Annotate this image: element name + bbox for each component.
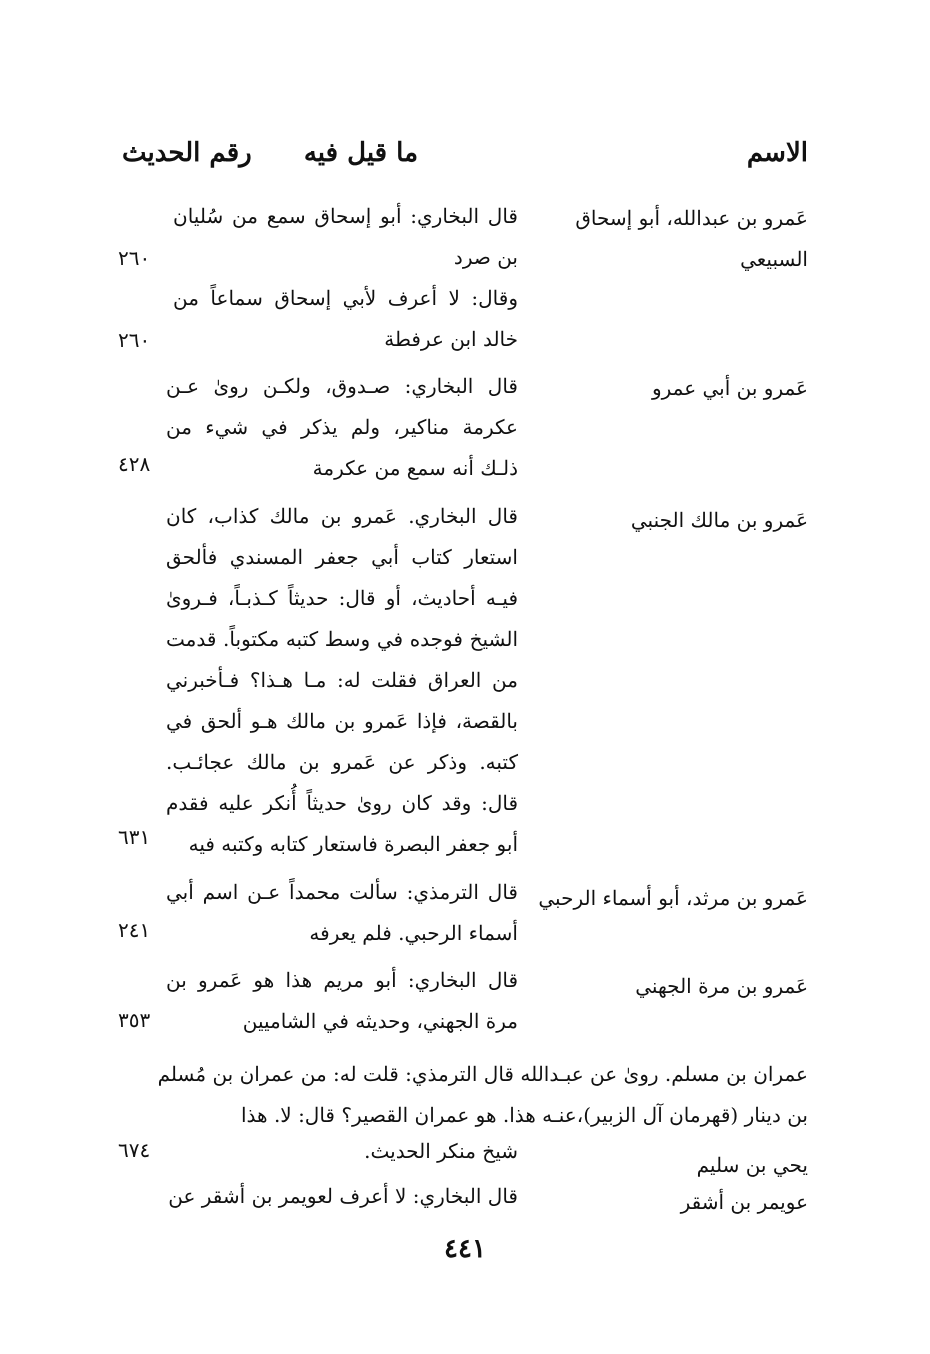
entry-name: عَمرو بن أبي عمرو [651, 376, 808, 400]
column-header-number: رقم الحديث [122, 138, 252, 168]
entry-text: وقال: لا أعرف لأبي إسحاق سماعاً من خالد ابن عرفطة [173, 286, 518, 351]
page-number: ٤٤١ [444, 1234, 486, 1264]
hadith-number: ٣٥٣ [118, 1008, 151, 1032]
entry-name: عَمرو بن مرثد، أبو أسماء الرحبي [538, 886, 808, 910]
entry-wide-line: بن دينار (قهرمان آل الزبير)،عنـه هذا. هو عمران القصير؟ قال: لا. هذا [240, 1103, 808, 1127]
entry-name: عَمرو بن مرة الجهني [635, 974, 808, 998]
entry-text: قال البخاري. عَمرو بن مالك كذاب، كان استعار كتاب أبي جعفر المسندي فألحق فيـه أحاديث، أو قال: حديثاً كـذبـاً، فـروىٰ الشيخ فوجده في وسط كتبه مكتوباً. قدمت من العراق فقلت له: مـا هـذا؟ فـأخبرني بالقصة، فإذا عَمرو بن مالك هـو ألحق في كتبه. وذكر عن عَمرو بن مالك عجائـب. قال: وقد كان روىٰ حديثاً أُنكر عليه فقدم أبو جعفر البصرة فاستعار كتابه وكتبه فيه [166, 504, 518, 856]
hadith-number: ٦٣١ [118, 825, 151, 849]
hadith-number: ٤٢٨ [118, 452, 151, 476]
hadith-number: ٦٧٤ [118, 1138, 151, 1162]
entry-text: قال البخاري: صـدوق، ولكـن روىٰ عـن عكرمة مناكير، ولم يذكر في شيء من ذلـك أنه سمع من عكرمة [166, 374, 518, 480]
hadith-number: ٢٤١ [118, 918, 151, 942]
entry-name: عَمرو بن عبدالله، أبو إسحاق السبيعي [575, 206, 808, 271]
column-header-name: الاسم [746, 138, 808, 168]
entry-text: قال الترمذي: سألت محمداً عـن اسم أبي أسماء الرحبي. فلم يعرفه [166, 880, 518, 945]
hadith-number: ٢٦٠ [118, 246, 151, 270]
entry-text: قال البخاري: أبو مريم هذا هو عَمرو بن مرة الجهني، وحديثه في الشاميين [166, 968, 518, 1033]
entry-name: عويمر بن أشقر [680, 1190, 808, 1214]
entry-text: قال البخاري: أبو إسحاق سمع من سُليان بن صرد [173, 204, 518, 269]
column-header-said: ما قيل فيه [303, 138, 418, 168]
entry-name: عَمرو بن مالك الجنبي [630, 508, 808, 532]
entry-wide-line: عمران بن مسلم. روىٰ عن عبـدالله قال الترمذي: قلت له: من عمران بن مُسلم [157, 1062, 808, 1086]
entry-text: قال البخاري: لا أعرف لعويمر بن أشقر عن [168, 1184, 518, 1208]
hadith-number: ٢٦٠ [118, 328, 151, 352]
entry-name: يحي بن سليم [696, 1153, 808, 1177]
entry-text: شيخ منكر الحديث. [364, 1139, 518, 1163]
